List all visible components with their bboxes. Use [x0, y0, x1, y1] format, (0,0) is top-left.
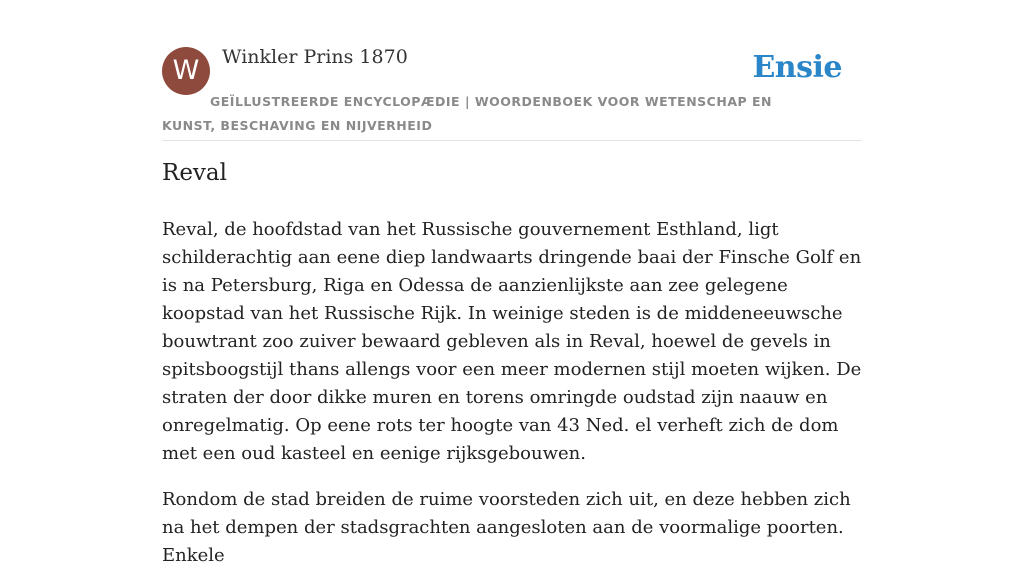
article-title: Reval — [162, 160, 227, 186]
ensie-logo[interactable]: Ensie — [752, 50, 842, 85]
source-title[interactable]: Winkler Prins 1870 — [222, 46, 408, 68]
source-header — [162, 46, 862, 141]
article-body — [162, 216, 862, 588]
article-paragraph: Rondom de stad breiden de ruime voorsteden zich uit, en deze hebben zich na het dempen der stadsgrachten aangesloten aan de voormalige poorten. Enkele — [162, 489, 851, 566]
source-avatar[interactable]: W — [162, 47, 210, 95]
article-paragraph: Reval, de hoofdstad van het Russische gouvernement Esthland, ligt schilderachtig aan eene diep landwaarts dringende baai der Finsche Golf en is na Petersburg, Riga en Odessa de aanzienlijkste aan zee gelegene koopstad van het Russische Rijk. In weinige steden is de middeneeuwsche bouwtrant zoo zuiver bewaard gebleven als in Reval, hoewel de gevels in spitsboogstijl thans allengs voor een meer modernen stijl moeten wijken. De straten der door dikke muren en torens omringde oudstad zijn naauw en onregelmatig. Op eene rots ter hoogte van 43 Ned. el verheft zich de dom met een oud kasteel en eenige rijksgebouwen. — [162, 219, 862, 464]
source-subtitle: GEÏLLUSTREERDE ENCYCLOPÆDIE | WOORDENBOEK VOOR WETENSCHAP EN KUNST, BESCHAVING EN NIJVERHEID — [162, 94, 773, 133]
